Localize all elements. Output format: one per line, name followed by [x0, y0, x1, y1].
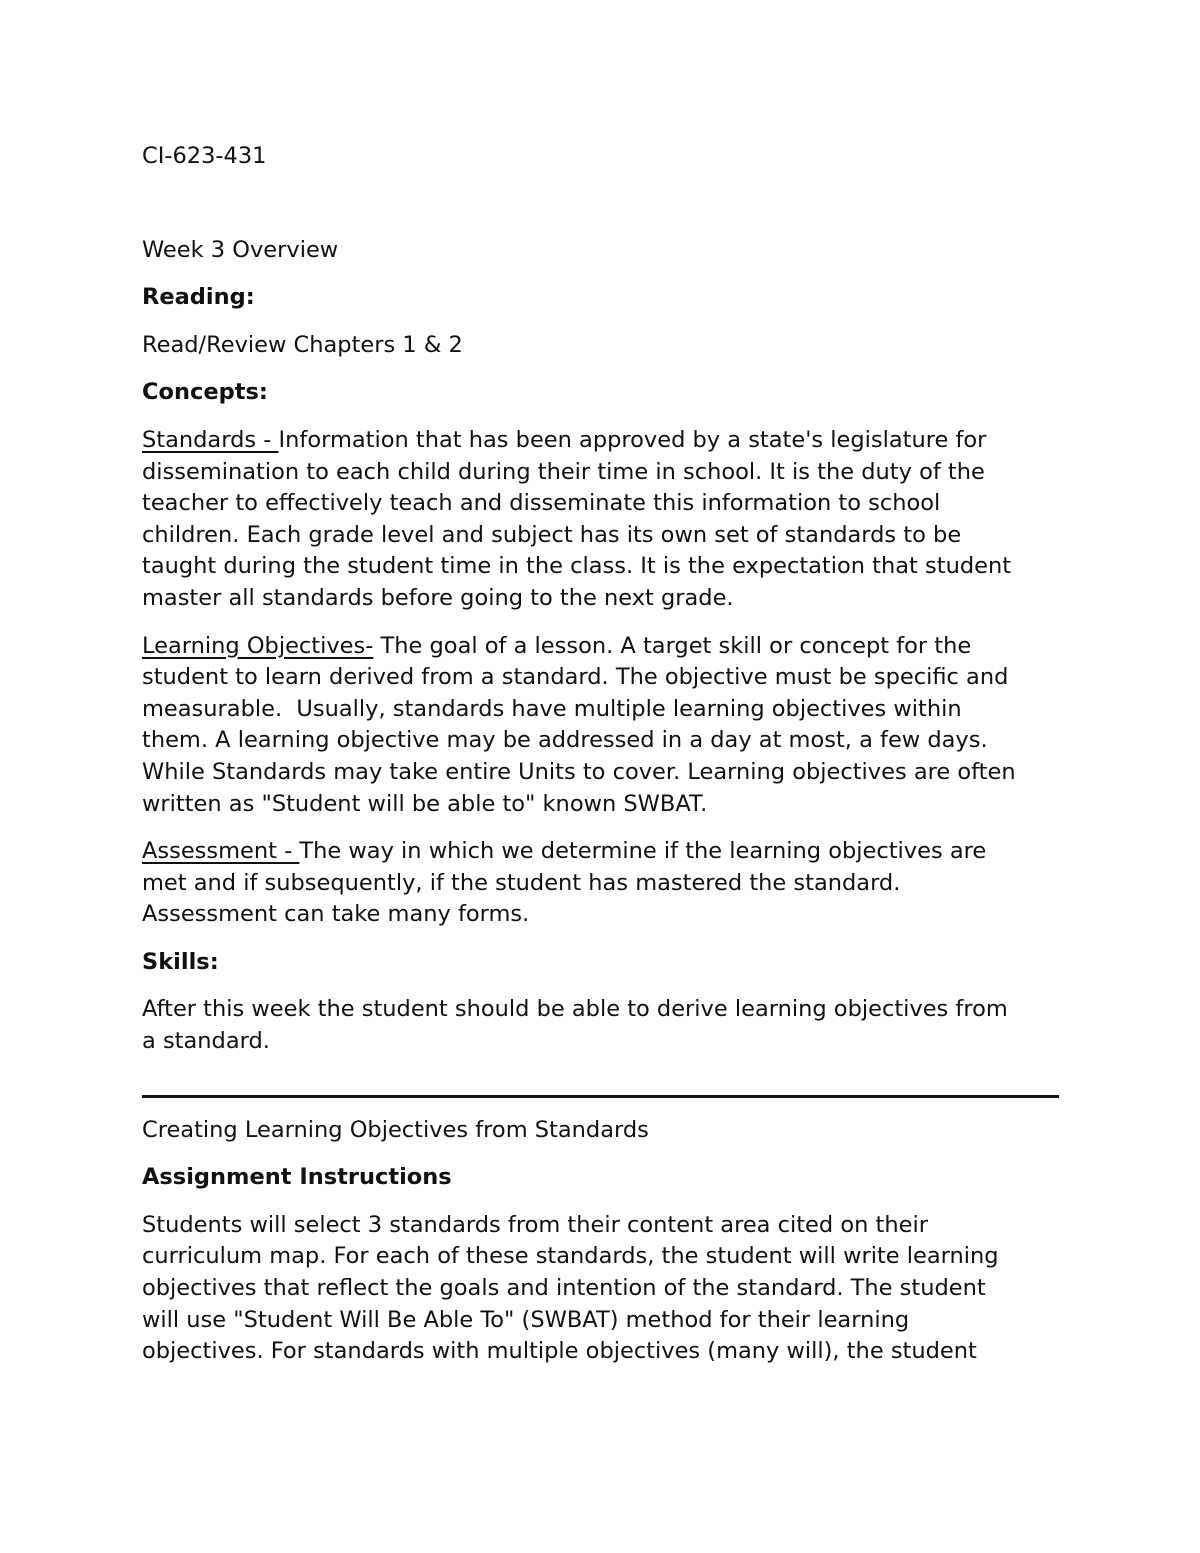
document-page — [142, 141, 1062, 1368]
assignment-line: objectives. For standards with multiple objectives (many will), the student — [142, 1338, 977, 1365]
concept-objectives-line: measurable. Usually, standards have multiple learning objectives within — [142, 695, 962, 722]
assignment-title: Creating Learning Objectives from Standards — [142, 1116, 649, 1143]
assignment-line: objectives that reflect the goals and intention of the standard. The student — [142, 1275, 986, 1302]
horizontal-rule — [142, 1095, 1059, 1098]
course-code: CI-623-431 — [142, 143, 267, 169]
skills-text — [142, 994, 1062, 1057]
concept-standards-line: teacher to effectively teach and disseminate this information to school — [142, 490, 941, 517]
assignment-line: Students will select 3 standards from their content area cited on their — [142, 1211, 928, 1238]
concept-assessment-line: Assessment can take many forms. — [142, 901, 530, 928]
concept-assessment — [142, 836, 1062, 931]
assignment-line: curriculum map. For each of these standards, the student will write learning — [142, 1243, 999, 1270]
concept-objectives-text: The goal of a lesson. A target skill or concept for the — [373, 632, 972, 659]
concept-objectives-line: student to learn derived from a standard. The objective must be specific and — [142, 664, 1009, 691]
concept-term-learning-objectives: Learning Objectives- — [142, 632, 374, 659]
concept-learning-objectives — [142, 631, 1062, 821]
week-title: Week 3 Overview — [142, 236, 339, 263]
skills-line: After this week the student should be able to derive learning objectives from — [142, 996, 1008, 1023]
concept-standards-text: Information that has been approved by a state's legislature for — [278, 426, 987, 453]
concept-standards-line: master all standards before going to the next grade. — [142, 584, 734, 611]
concept-standards-line: children. Each grade level and subject has its own set of standards to be — [142, 521, 962, 548]
concept-standards-line: dissemination to each child during their time in school. It is the duty of the — [142, 458, 985, 485]
concept-standards-line — [142, 425, 1062, 457]
concept-term-assessment: Assessment - — [142, 838, 300, 865]
assignment-line: will use "Student Will Be Able To" (SWBAT) method for their learning — [142, 1306, 910, 1333]
reading-text: Read/Review Chapters 1 & 2 — [142, 331, 463, 358]
concept-term-standards: Standards - — [142, 426, 279, 453]
assignment-instructions — [142, 1210, 1062, 1368]
concept-assessment-line: met and if subsequently, if the student has mastered the standard. — [142, 869, 901, 896]
concept-objectives-line: written as "Student will be able to" known SWBAT. — [142, 790, 708, 817]
concept-objectives-line: them. A learning objective may be addressed in a day at most, a few days. — [142, 727, 988, 754]
assignment-heading: Assignment Instructions — [142, 1164, 452, 1191]
skills-line: a standard. — [142, 1028, 270, 1055]
concept-standards — [142, 425, 1062, 615]
concept-standards-line: taught during the student time in the class. It is the expectation that student — [142, 553, 1012, 580]
concept-objectives-line — [142, 631, 1062, 663]
concept-assessment-text: The way in which we determine if the learning objectives are — [299, 838, 987, 865]
concept-objectives-line: While Standards may take entire Units to cover. Learning objectives are often — [142, 758, 1016, 785]
concepts-heading: Concepts: — [142, 379, 268, 406]
reading-heading: Reading: — [142, 284, 255, 311]
skills-heading: Skills: — [142, 948, 219, 975]
concept-assessment-line — [142, 836, 1062, 868]
